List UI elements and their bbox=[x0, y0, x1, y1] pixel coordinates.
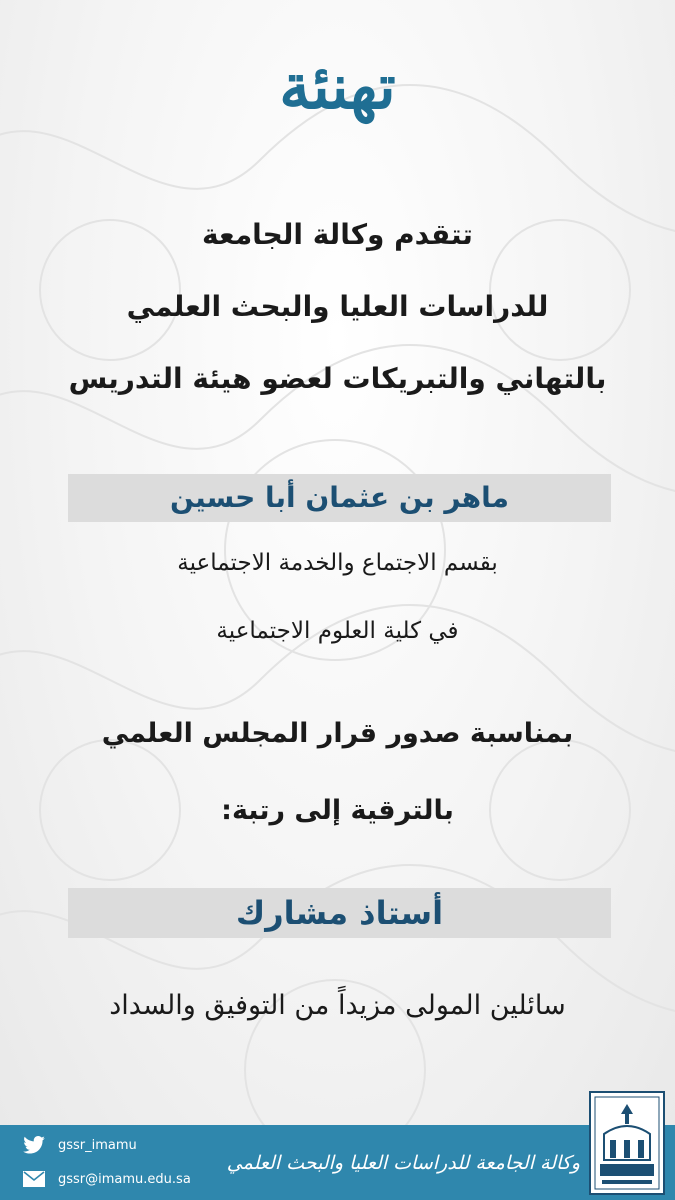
organization-name: وكالة الجامعة للدراسات العليا والبحث العلمي bbox=[226, 1152, 580, 1174]
twitter-handle: gssr_imamu bbox=[58, 1137, 137, 1153]
email-address: gssr@imamu.edu.sa bbox=[58, 1171, 191, 1187]
email-icon bbox=[22, 1168, 46, 1190]
page-title: تهنئة bbox=[279, 50, 396, 123]
email-link[interactable] bbox=[22, 1166, 191, 1192]
closing-line: سائلين المولى مزيداً من التوفيق والسداد bbox=[109, 990, 566, 1021]
intro-line-2: للدراسات العليا والبحث العلمي bbox=[126, 290, 549, 323]
occasion-line-1: بمناسبة صدور قرار المجلس العلمي bbox=[101, 718, 574, 749]
twitter-link[interactable] bbox=[22, 1132, 137, 1158]
intro-line-3: بالتهاني والتبريكات لعضو هيئة التدريس bbox=[68, 362, 607, 395]
college-line: في كلية العلوم الاجتماعية bbox=[216, 618, 459, 644]
occasion-line-2: بالترقية إلى رتبة: bbox=[221, 795, 454, 826]
university-logo bbox=[588, 1090, 666, 1196]
honoree-name: ماهر بن عثمان أبا حسين bbox=[68, 474, 611, 522]
department-line: بقسم الاجتماع والخدمة الاجتماعية bbox=[177, 550, 498, 576]
intro-line-1: تتقدم وكالة الجامعة bbox=[202, 218, 473, 251]
academic-rank: أستاذ مشارك bbox=[68, 888, 611, 938]
twitter-icon bbox=[22, 1134, 46, 1156]
